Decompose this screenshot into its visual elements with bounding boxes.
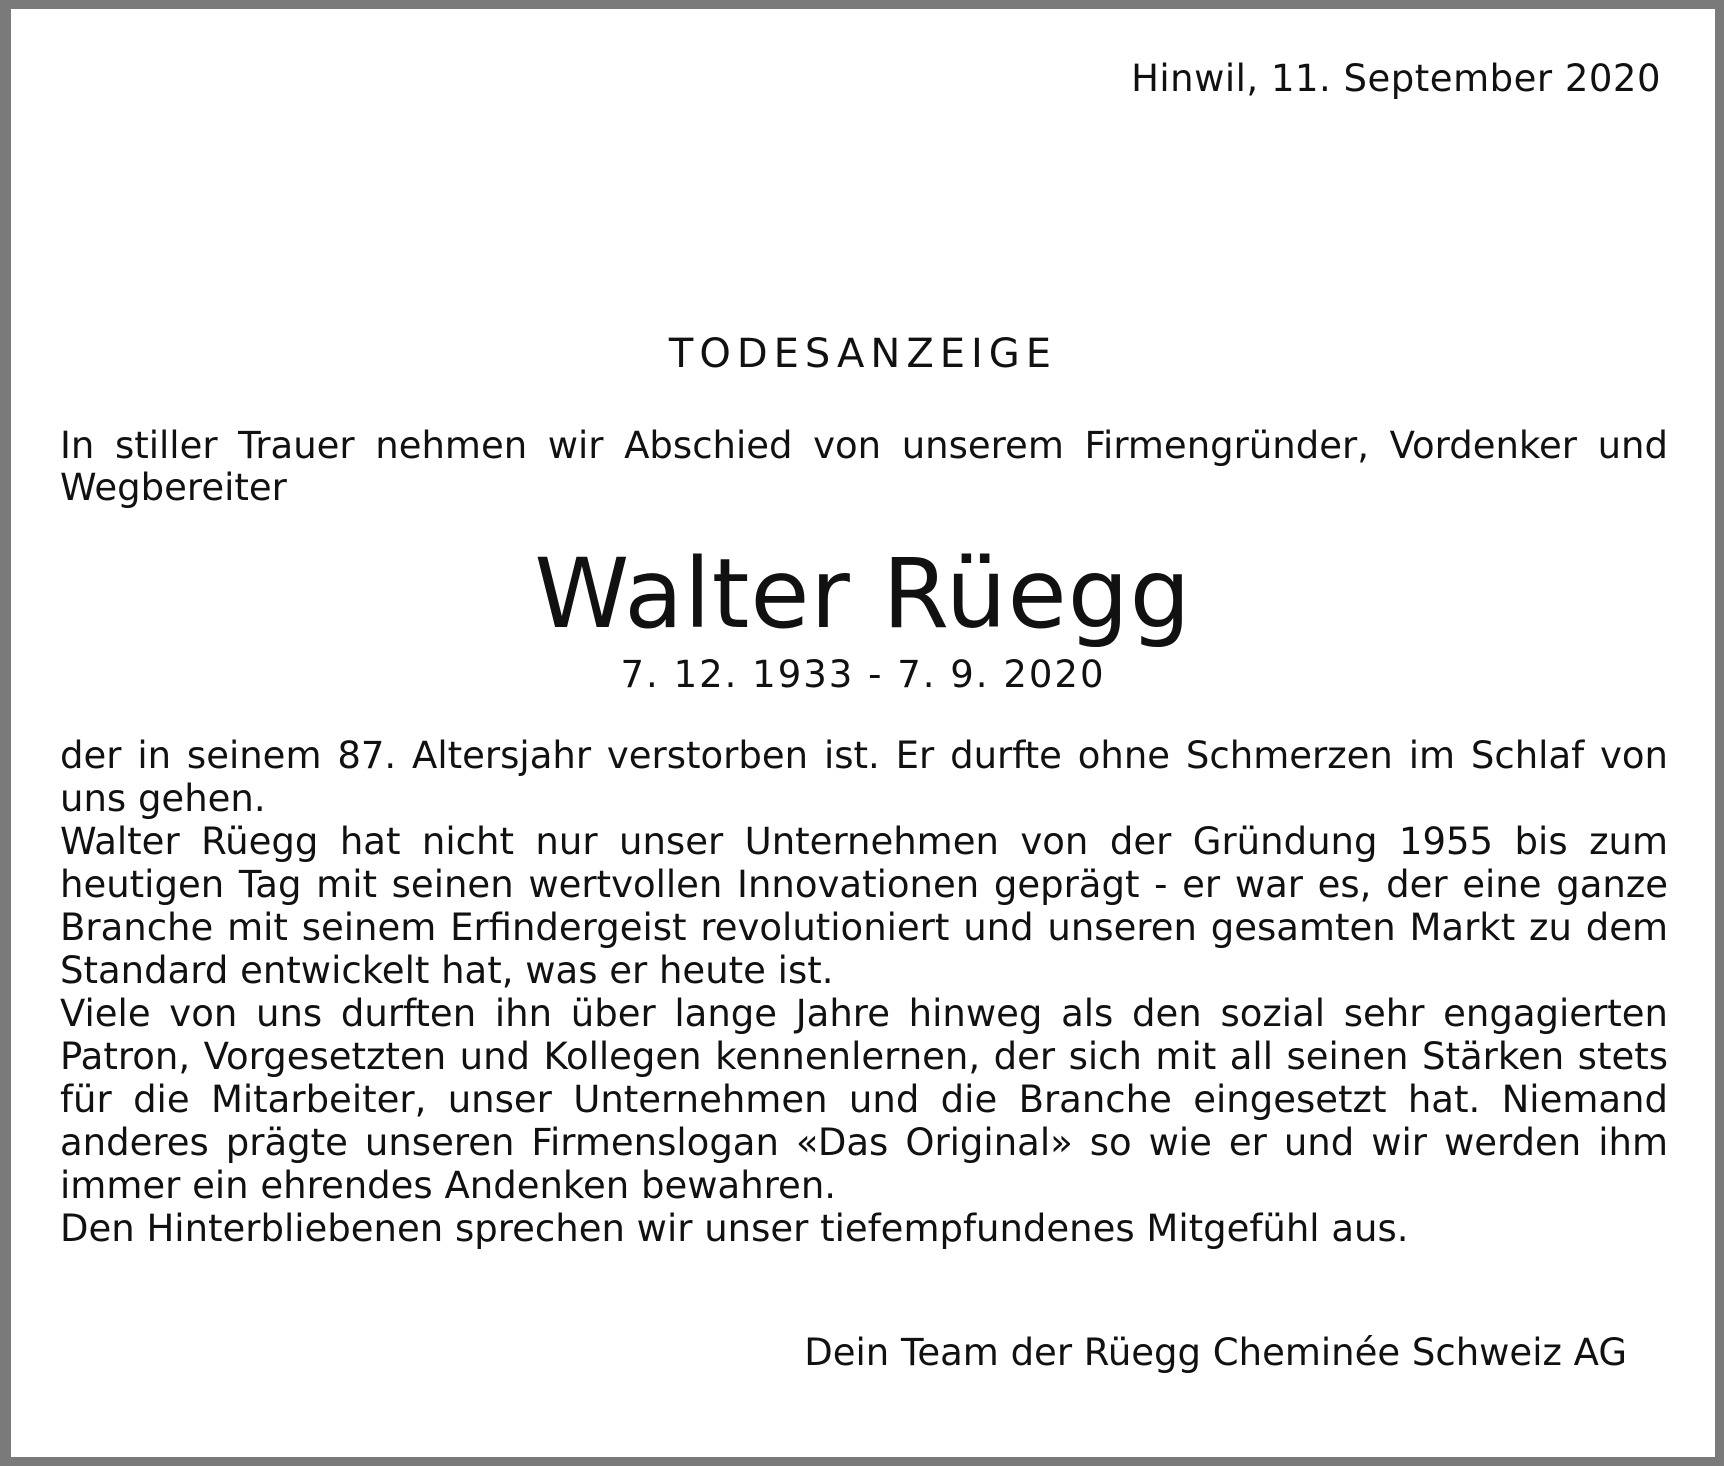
lifespan-dates: 7. 12. 1933 - 7. 9. 2020 [620, 653, 1106, 696]
body-paragraph: der in seinem 87. Altersjahr verstorben ist. Er durfte ohne Schmerzen im Schlaf von uns gehen. [60, 734, 1668, 820]
deceased-name: Walter Rüegg [534, 538, 1192, 650]
body-paragraph: Viele von uns durften ihn über lange Jahre hinweg als den sozial sehr engagierten Patron, Vorgesetzten und Kollegen kennenlernen, der sich mit all seinen Stärken stets für die Mitarbeiter, unser Unternehmen und die Branche eingesetzt hat. Niemand anderes prägte unseren Firmenslogan «Das Original» so wie er und wir werden ihm immer ein ehrendes Andenken bewahren. [60, 992, 1668, 1207]
body-paragraph: Den Hinterbliebenen sprechen wir unser tiefempfundenes Mitgefühl aus. [60, 1207, 1409, 1250]
place-and-date: Hinwil, 11. September 2020 [1131, 57, 1661, 100]
notice-body [60, 734, 1668, 1250]
notice-heading: TODESANZEIGE [668, 331, 1058, 377]
intro-text: In stiller Trauer nehmen wir Abschied von unserem Firmengründer, Vordenker und Wegbereiter [60, 424, 1668, 509]
body-paragraph: Walter Rüegg hat nicht nur unser Unternehmen von der Gründung 1955 bis zum heutigen Tag mit seinen wertvollen Innovationen geprägt - er war es, der eine ganze Branche mit seinem Erfindergeist revolutioniert und unseren gesamten Markt zu dem Standard entwickelt hat, was er heute ist. [60, 820, 1668, 992]
signature-line: Dein Team der Rüegg Cheminée Schweiz AG [804, 1331, 1627, 1374]
